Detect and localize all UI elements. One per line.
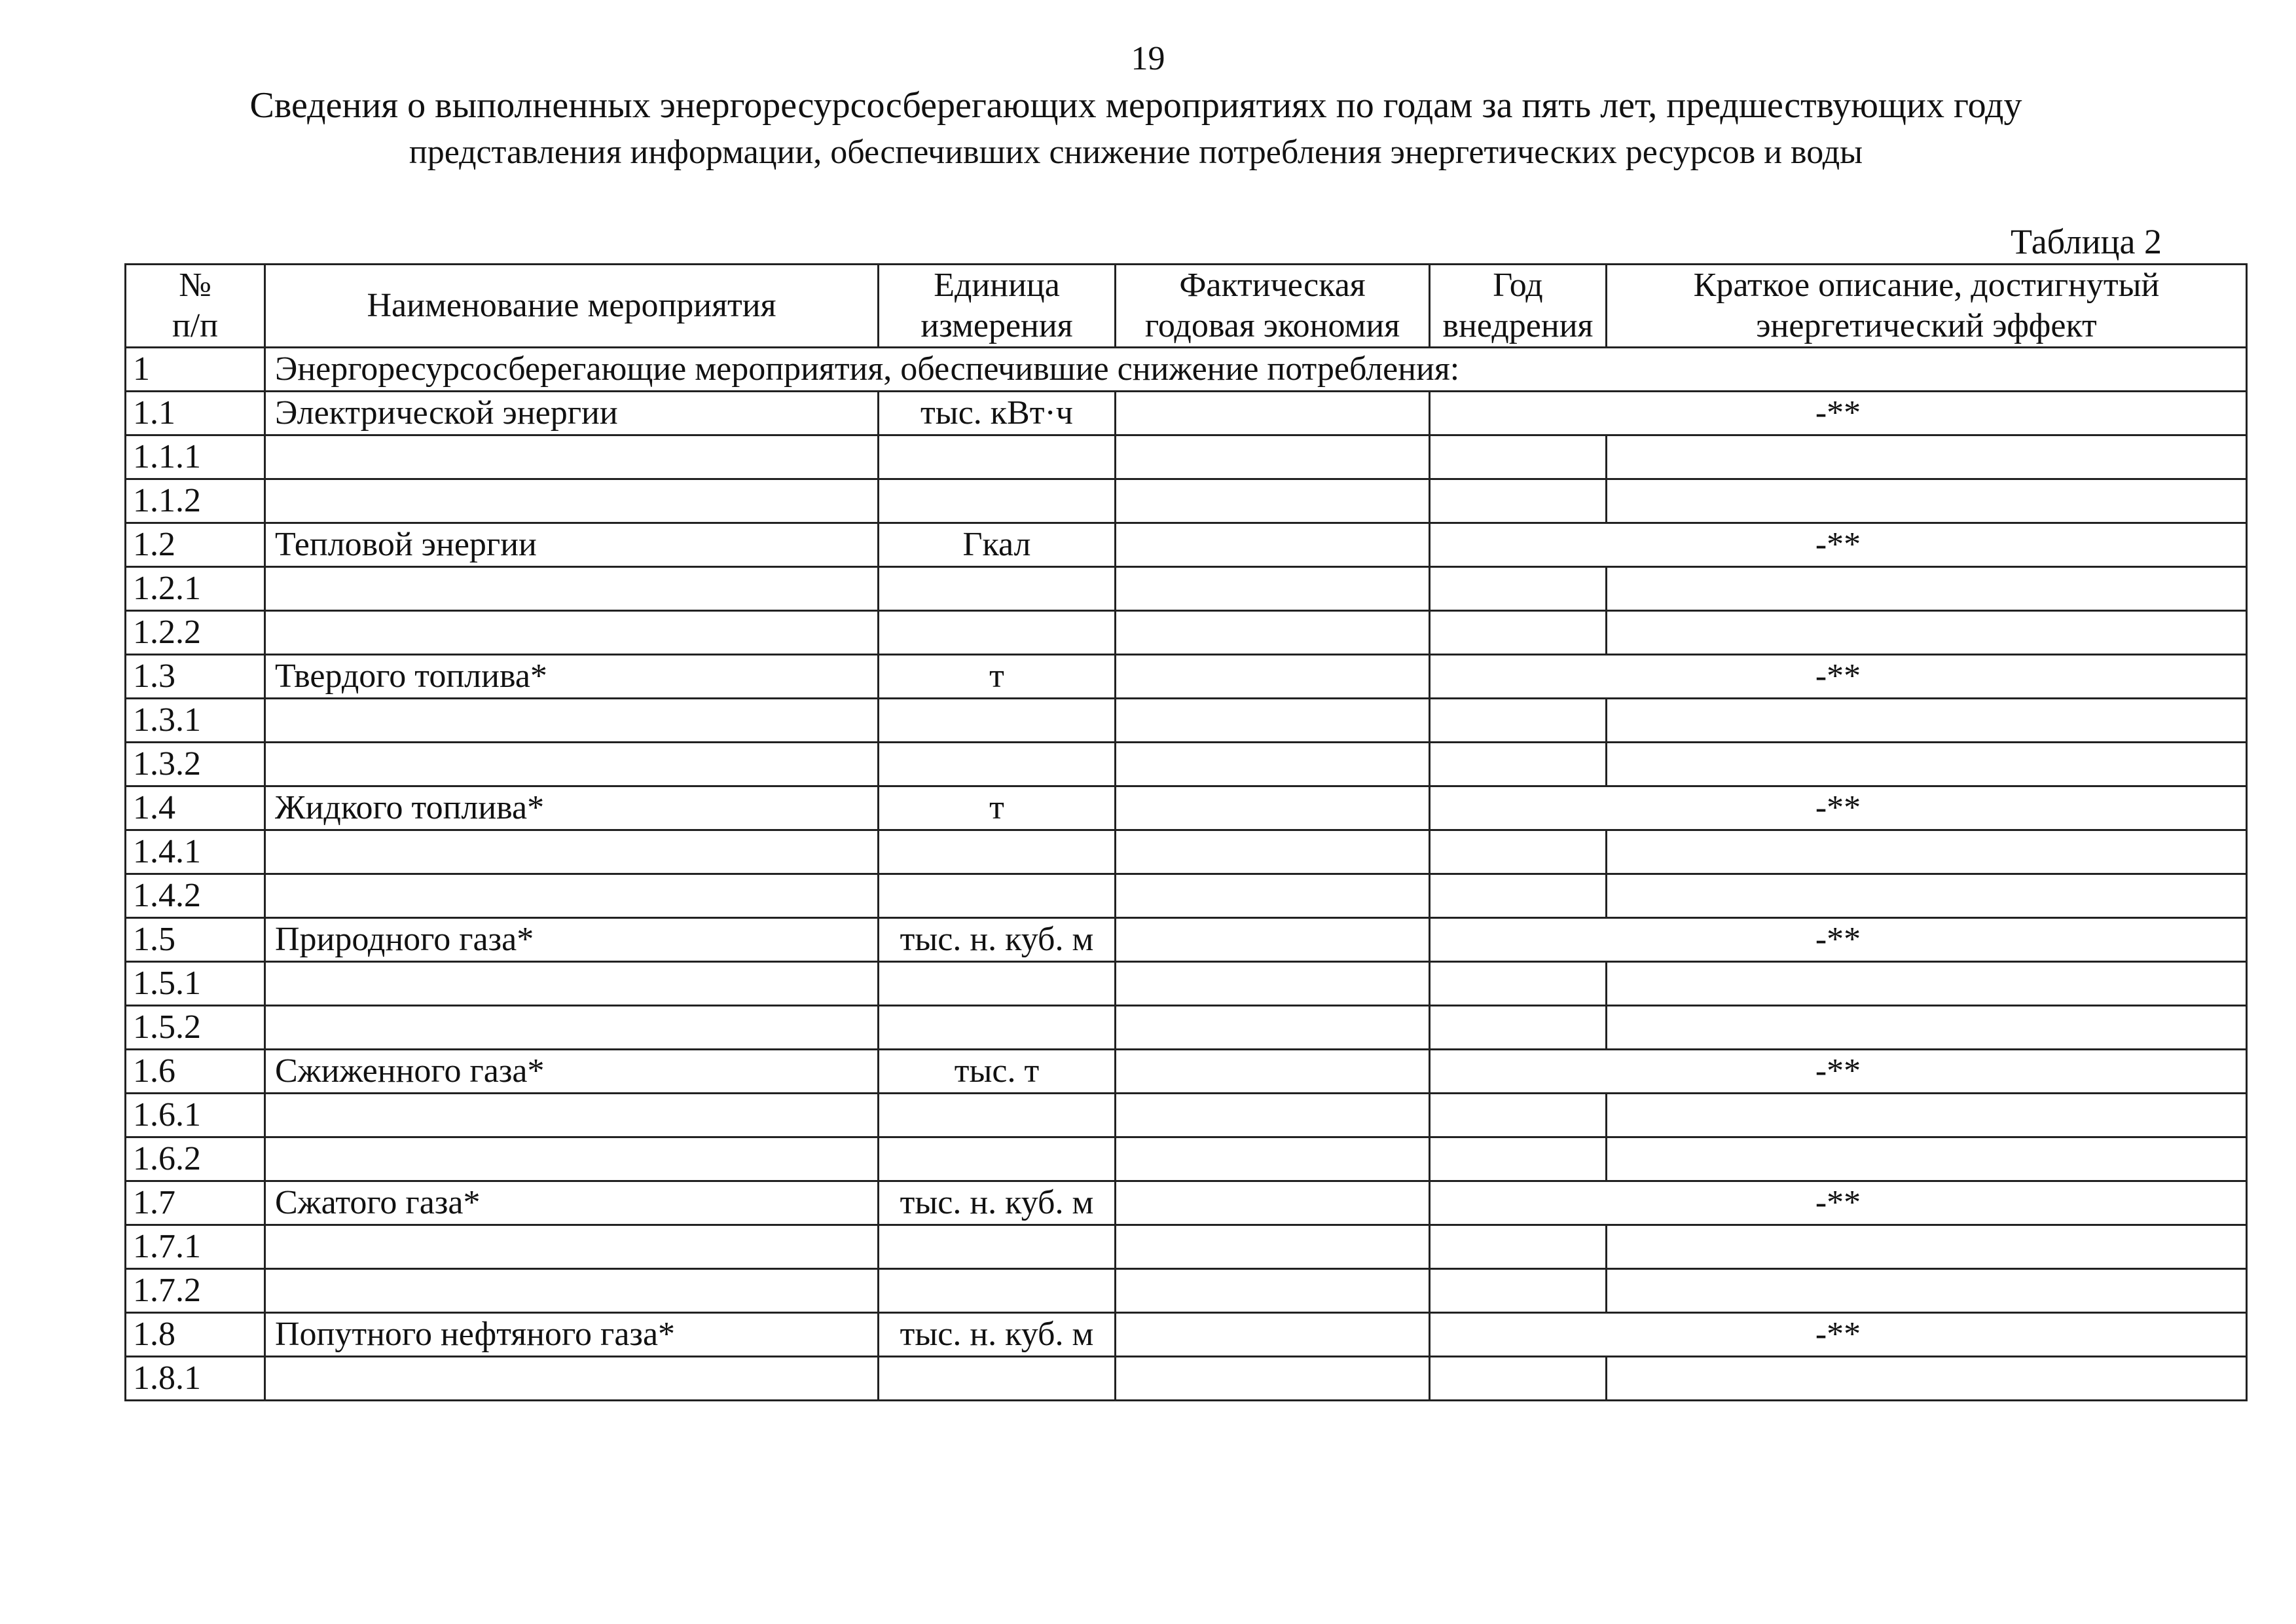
sub-measure-num: 1.5.2	[126, 1006, 265, 1050]
sub-measure-description	[1607, 743, 2247, 786]
measure-economy	[1116, 786, 1430, 830]
measure-economy	[1116, 392, 1430, 435]
header-year: Год внедрения	[1430, 265, 1607, 348]
measure-effect-note: -**	[1430, 786, 2247, 830]
sub-measure-economy	[1116, 1357, 1430, 1401]
sub-measure-year	[1430, 1357, 1607, 1401]
sub-measure-year	[1430, 611, 1607, 655]
measure-row	[126, 1181, 2247, 1225]
sub-measure-unit	[879, 1137, 1116, 1181]
sub-measure-num: 1.4.2	[126, 874, 265, 918]
sub-measure-description	[1607, 611, 2247, 655]
table-header-row	[126, 265, 2247, 348]
sub-measure-year	[1430, 479, 1607, 523]
measure-row	[126, 392, 2247, 435]
measure-num: 1.8	[126, 1313, 265, 1357]
sub-measure-economy	[1116, 830, 1430, 874]
sub-measure-name	[265, 1094, 879, 1137]
sub-measure-num: 1.6.1	[126, 1094, 265, 1137]
sub-measure-description	[1607, 1225, 2247, 1269]
sub-measure-description	[1607, 874, 2247, 918]
sub-measure-description	[1607, 435, 2247, 479]
sub-measure-row	[126, 1137, 2247, 1181]
measure-num: 1.6	[126, 1050, 265, 1094]
measure-name: Тепловой энергии	[265, 523, 879, 567]
sub-measure-economy	[1116, 874, 1430, 918]
measure-row	[126, 1313, 2247, 1357]
sub-measure-row	[126, 699, 2247, 743]
sub-measure-description	[1607, 1269, 2247, 1313]
sub-measure-num: 1.1.2	[126, 479, 265, 523]
measure-unit: тыс. н. куб. м	[879, 918, 1116, 962]
sub-measure-economy	[1116, 435, 1430, 479]
sub-measure-row	[126, 874, 2247, 918]
sub-measure-description	[1607, 830, 2247, 874]
sub-measure-unit	[879, 962, 1116, 1006]
measure-name: Природного газа*	[265, 918, 879, 962]
sub-measure-unit	[879, 1269, 1116, 1313]
section-text: Энергоресурсосберегающие мероприятия, обеспечившие снижение потребления:	[265, 348, 2247, 392]
sub-measure-name	[265, 435, 879, 479]
sub-measure-economy	[1116, 962, 1430, 1006]
measure-effect-note: -**	[1430, 918, 2247, 962]
measure-name: Сжиженного газа*	[265, 1050, 879, 1094]
header-num: № п/п	[126, 265, 265, 348]
sub-measure-name	[265, 830, 879, 874]
sub-measure-name	[265, 1269, 879, 1313]
sub-measure-economy	[1116, 1006, 1430, 1050]
sub-measure-num: 1.1.1	[126, 435, 265, 479]
sub-measure-row	[126, 1006, 2247, 1050]
sub-measure-year	[1430, 874, 1607, 918]
sub-measure-row	[126, 830, 2247, 874]
header-name: Наименование мероприятия	[265, 265, 879, 348]
measure-unit: Гкал	[879, 523, 1116, 567]
header-economy: Фактическая годовая экономия	[1116, 265, 1430, 348]
sub-measure-name	[265, 1357, 879, 1401]
page-number: 19	[1131, 40, 1165, 77]
sub-measure-num: 1.4.1	[126, 830, 265, 874]
sub-measure-num: 1.5.1	[126, 962, 265, 1006]
sub-measure-row	[126, 1094, 2247, 1137]
sub-measure-unit	[879, 1006, 1116, 1050]
sub-measure-row	[126, 1225, 2247, 1269]
sub-measure-unit	[879, 479, 1116, 523]
sub-measure-description	[1607, 479, 2247, 523]
measure-effect-note: -**	[1430, 1181, 2247, 1225]
measure-num: 1.7	[126, 1181, 265, 1225]
sub-measure-year	[1430, 962, 1607, 1006]
sub-measure-year	[1430, 1225, 1607, 1269]
sub-measure-economy	[1116, 699, 1430, 743]
sub-measure-row	[126, 1357, 2247, 1401]
sub-measure-unit	[879, 611, 1116, 655]
measure-num: 1.2	[126, 523, 265, 567]
sub-measure-description	[1607, 699, 2247, 743]
measure-effect-note: -**	[1430, 1050, 2247, 1094]
measure-num: 1.4	[126, 786, 265, 830]
measures-table	[124, 263, 2248, 1401]
measure-effect-note: -**	[1430, 523, 2247, 567]
sub-measure-description	[1607, 1006, 2247, 1050]
sub-measure-economy	[1116, 611, 1430, 655]
document-title-line-2: представления информации, обеспечивших снижение потребления энергетических ресурсов и воды	[409, 134, 1863, 171]
sub-measure-unit	[879, 1225, 1116, 1269]
sub-measure-name	[265, 1137, 879, 1181]
measure-row	[126, 918, 2247, 962]
measure-row	[126, 1050, 2247, 1094]
header-description: Краткое описание, достигнутый энергетический эффект	[1607, 265, 2247, 348]
measure-economy	[1116, 1050, 1430, 1094]
sub-measure-year	[1430, 1094, 1607, 1137]
measure-unit: т	[879, 786, 1116, 830]
sub-measure-name	[265, 874, 879, 918]
sub-measure-num: 1.7.2	[126, 1269, 265, 1313]
measure-name: Электрической энергии	[265, 392, 879, 435]
measure-economy	[1116, 523, 1430, 567]
sub-measure-year	[1430, 567, 1607, 611]
sub-measure-economy	[1116, 1137, 1430, 1181]
sub-measure-description	[1607, 1357, 2247, 1401]
sub-measure-unit	[879, 743, 1116, 786]
sub-measure-economy	[1116, 479, 1430, 523]
sub-measure-unit	[879, 699, 1116, 743]
sub-measure-name	[265, 1225, 879, 1269]
measure-economy	[1116, 1181, 1430, 1225]
measure-effect-note: -**	[1430, 1313, 2247, 1357]
sub-measure-economy	[1116, 1094, 1430, 1137]
sub-measure-num: 1.2.1	[126, 567, 265, 611]
measure-row	[126, 786, 2247, 830]
document-title-line-1: Сведения о выполненных энергоресурсосберегающих мероприятиях по годам за пять лет, предшествующих году	[249, 85, 2022, 126]
table-label: Таблица 2	[2011, 222, 2162, 261]
sub-measure-economy	[1116, 1269, 1430, 1313]
measure-num: 1.3	[126, 655, 265, 699]
sub-measure-description	[1607, 1137, 2247, 1181]
sub-measure-num: 1.3.1	[126, 699, 265, 743]
sub-measure-row	[126, 962, 2247, 1006]
sub-measure-unit	[879, 830, 1116, 874]
sub-measure-year	[1430, 743, 1607, 786]
sub-measure-row	[126, 611, 2247, 655]
measure-name: Жидкого топлива*	[265, 786, 879, 830]
sub-measure-row	[126, 743, 2247, 786]
sub-measure-row	[126, 567, 2247, 611]
sub-measure-description	[1607, 1094, 2247, 1137]
sub-measure-name	[265, 479, 879, 523]
sub-measure-description	[1607, 962, 2247, 1006]
sub-measure-num: 1.7.1	[126, 1225, 265, 1269]
sub-measure-economy	[1116, 567, 1430, 611]
sub-measure-year	[1430, 1137, 1607, 1181]
sub-measure-year	[1430, 1006, 1607, 1050]
measure-economy	[1116, 1313, 1430, 1357]
measure-effect-note: -**	[1430, 655, 2247, 699]
sub-measure-num: 1.3.2	[126, 743, 265, 786]
measure-economy	[1116, 918, 1430, 962]
sub-measure-description	[1607, 567, 2247, 611]
sub-measure-row	[126, 479, 2247, 523]
measure-num: 1.1	[126, 392, 265, 435]
measure-unit: тыс. т	[879, 1050, 1116, 1094]
sub-measure-row	[126, 1269, 2247, 1313]
sub-measure-economy	[1116, 1225, 1430, 1269]
sub-measure-unit	[879, 874, 1116, 918]
measure-effect-note: -**	[1430, 392, 2247, 435]
measure-economy	[1116, 655, 1430, 699]
measure-unit: тыс. н. куб. м	[879, 1181, 1116, 1225]
sub-measure-year	[1430, 435, 1607, 479]
measure-row	[126, 523, 2247, 567]
sub-measure-row	[126, 435, 2247, 479]
sub-measure-name	[265, 567, 879, 611]
header-unit: Единица измерения	[879, 265, 1116, 348]
sub-measure-year	[1430, 830, 1607, 874]
sub-measure-name	[265, 699, 879, 743]
sub-measure-unit	[879, 1094, 1116, 1137]
measure-unit: тыс. н. куб. м	[879, 1313, 1116, 1357]
section-num: 1	[126, 348, 265, 392]
measure-name: Твердого топлива*	[265, 655, 879, 699]
sub-measure-num: 1.6.2	[126, 1137, 265, 1181]
sub-measure-name	[265, 1006, 879, 1050]
measure-name: Попутного нефтяного газа*	[265, 1313, 879, 1357]
sub-measure-unit	[879, 1357, 1116, 1401]
measure-name: Сжатого газа*	[265, 1181, 879, 1225]
sub-measure-num: 1.2.2	[126, 611, 265, 655]
sub-measure-num: 1.8.1	[126, 1357, 265, 1401]
sub-measure-year	[1430, 699, 1607, 743]
sub-measure-year	[1430, 1269, 1607, 1313]
sub-measure-name	[265, 611, 879, 655]
sub-measure-name	[265, 962, 879, 1006]
measure-row	[126, 655, 2247, 699]
sub-measure-name	[265, 743, 879, 786]
sub-measure-unit	[879, 567, 1116, 611]
section-row	[126, 348, 2247, 392]
measure-unit: тыс. кВт·ч	[879, 392, 1116, 435]
sub-measure-economy	[1116, 743, 1430, 786]
measure-num: 1.5	[126, 918, 265, 962]
sub-measure-unit	[879, 435, 1116, 479]
measure-unit: т	[879, 655, 1116, 699]
